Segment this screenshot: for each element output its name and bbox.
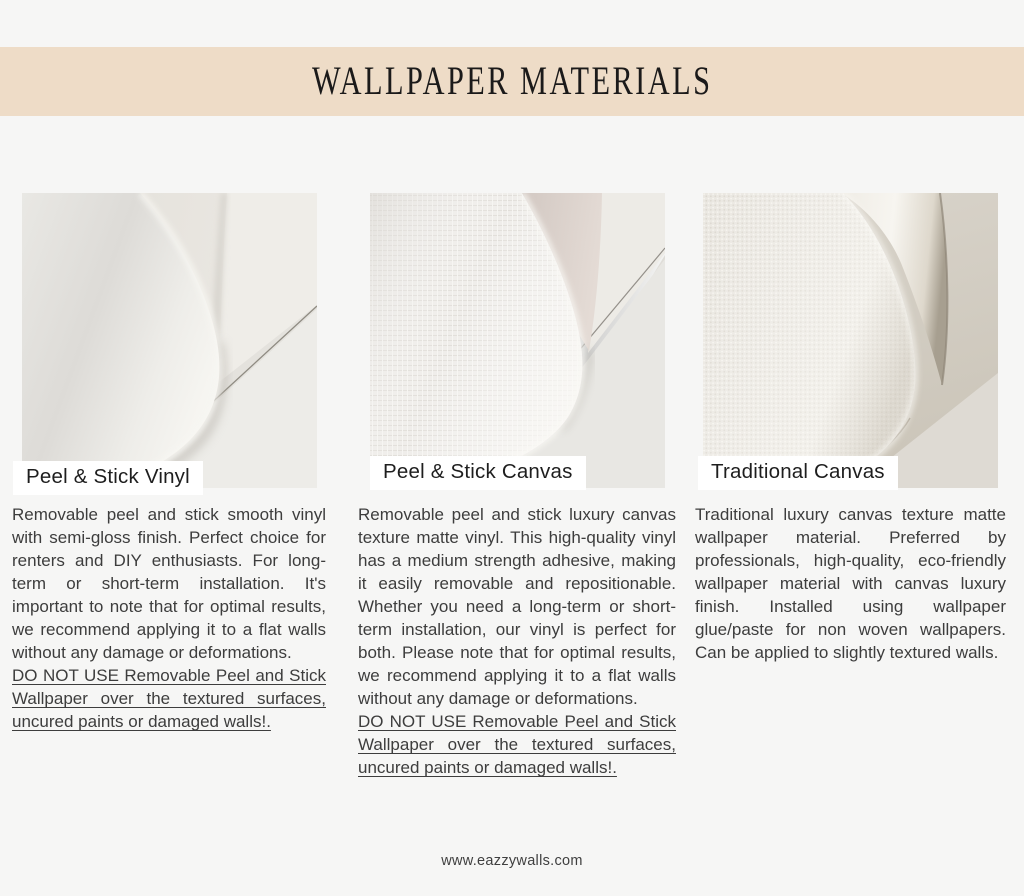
material-label-traditional: Traditional Canvas <box>698 456 898 490</box>
page-title: WALLPAPER MATERIALS <box>311 59 713 104</box>
material-label-vinyl: Peel & Stick Vinyl <box>13 461 203 495</box>
material-column-traditional <box>695 193 1006 664</box>
material-warning-ps-canvas: DO NOT USE Removable Peel and Stick Wallpaper over the textured surfaces, uncured paints or damaged walls!. <box>358 712 676 777</box>
vinyl-curl-illustration <box>22 193 317 488</box>
material-description-vinyl: Removable peel and stick smooth vinyl with semi-gloss finish. Perfect choice for renters and DIY enthusiasts. For long-term or short-term installation. It's important to note that for optimal results, we recommend applying it to a flat walls without any damage or deformations. <box>12 505 326 662</box>
canvas-curl-illustration <box>370 193 665 488</box>
material-label-ps-canvas: Peel & Stick Canvas <box>370 456 586 490</box>
material-description-ps-canvas: Removable peel and stick luxury canvas texture matte vinyl. This high-quality vinyl has a medium strength adhesive, making it easily removable and repositionable. Whether you need a long-term or short-term installation, our vinyl is perfect for both. Please note that for optimal results, we recommend applying it to a flat walls without any damage or deformations. <box>358 505 676 708</box>
header-band <box>0 47 1024 116</box>
peel-stick-canvas-sample-photo <box>370 193 665 488</box>
traditional-canvas-sample-photo <box>703 193 998 488</box>
vinyl-sample-photo <box>22 193 317 488</box>
material-column-ps-canvas <box>358 193 676 779</box>
website-url: www.eazzywalls.com <box>441 853 583 869</box>
material-description-traditional: Traditional luxury canvas texture matte wallpaper material. Preferred by professionals, high-quality, eco-friendly wallpaper material with canvas luxury finish. Installed using wallpaper glue/paste for non woven wallpapers. Can be applied to slightly textured walls. <box>695 505 1006 662</box>
woven-canvas-curl-illustration <box>703 193 998 488</box>
material-column-vinyl <box>12 193 326 733</box>
material-warning-vinyl: DO NOT USE Removable Peel and Stick Wallpaper over the textured surfaces, uncured paints or damaged walls!. <box>12 666 326 731</box>
